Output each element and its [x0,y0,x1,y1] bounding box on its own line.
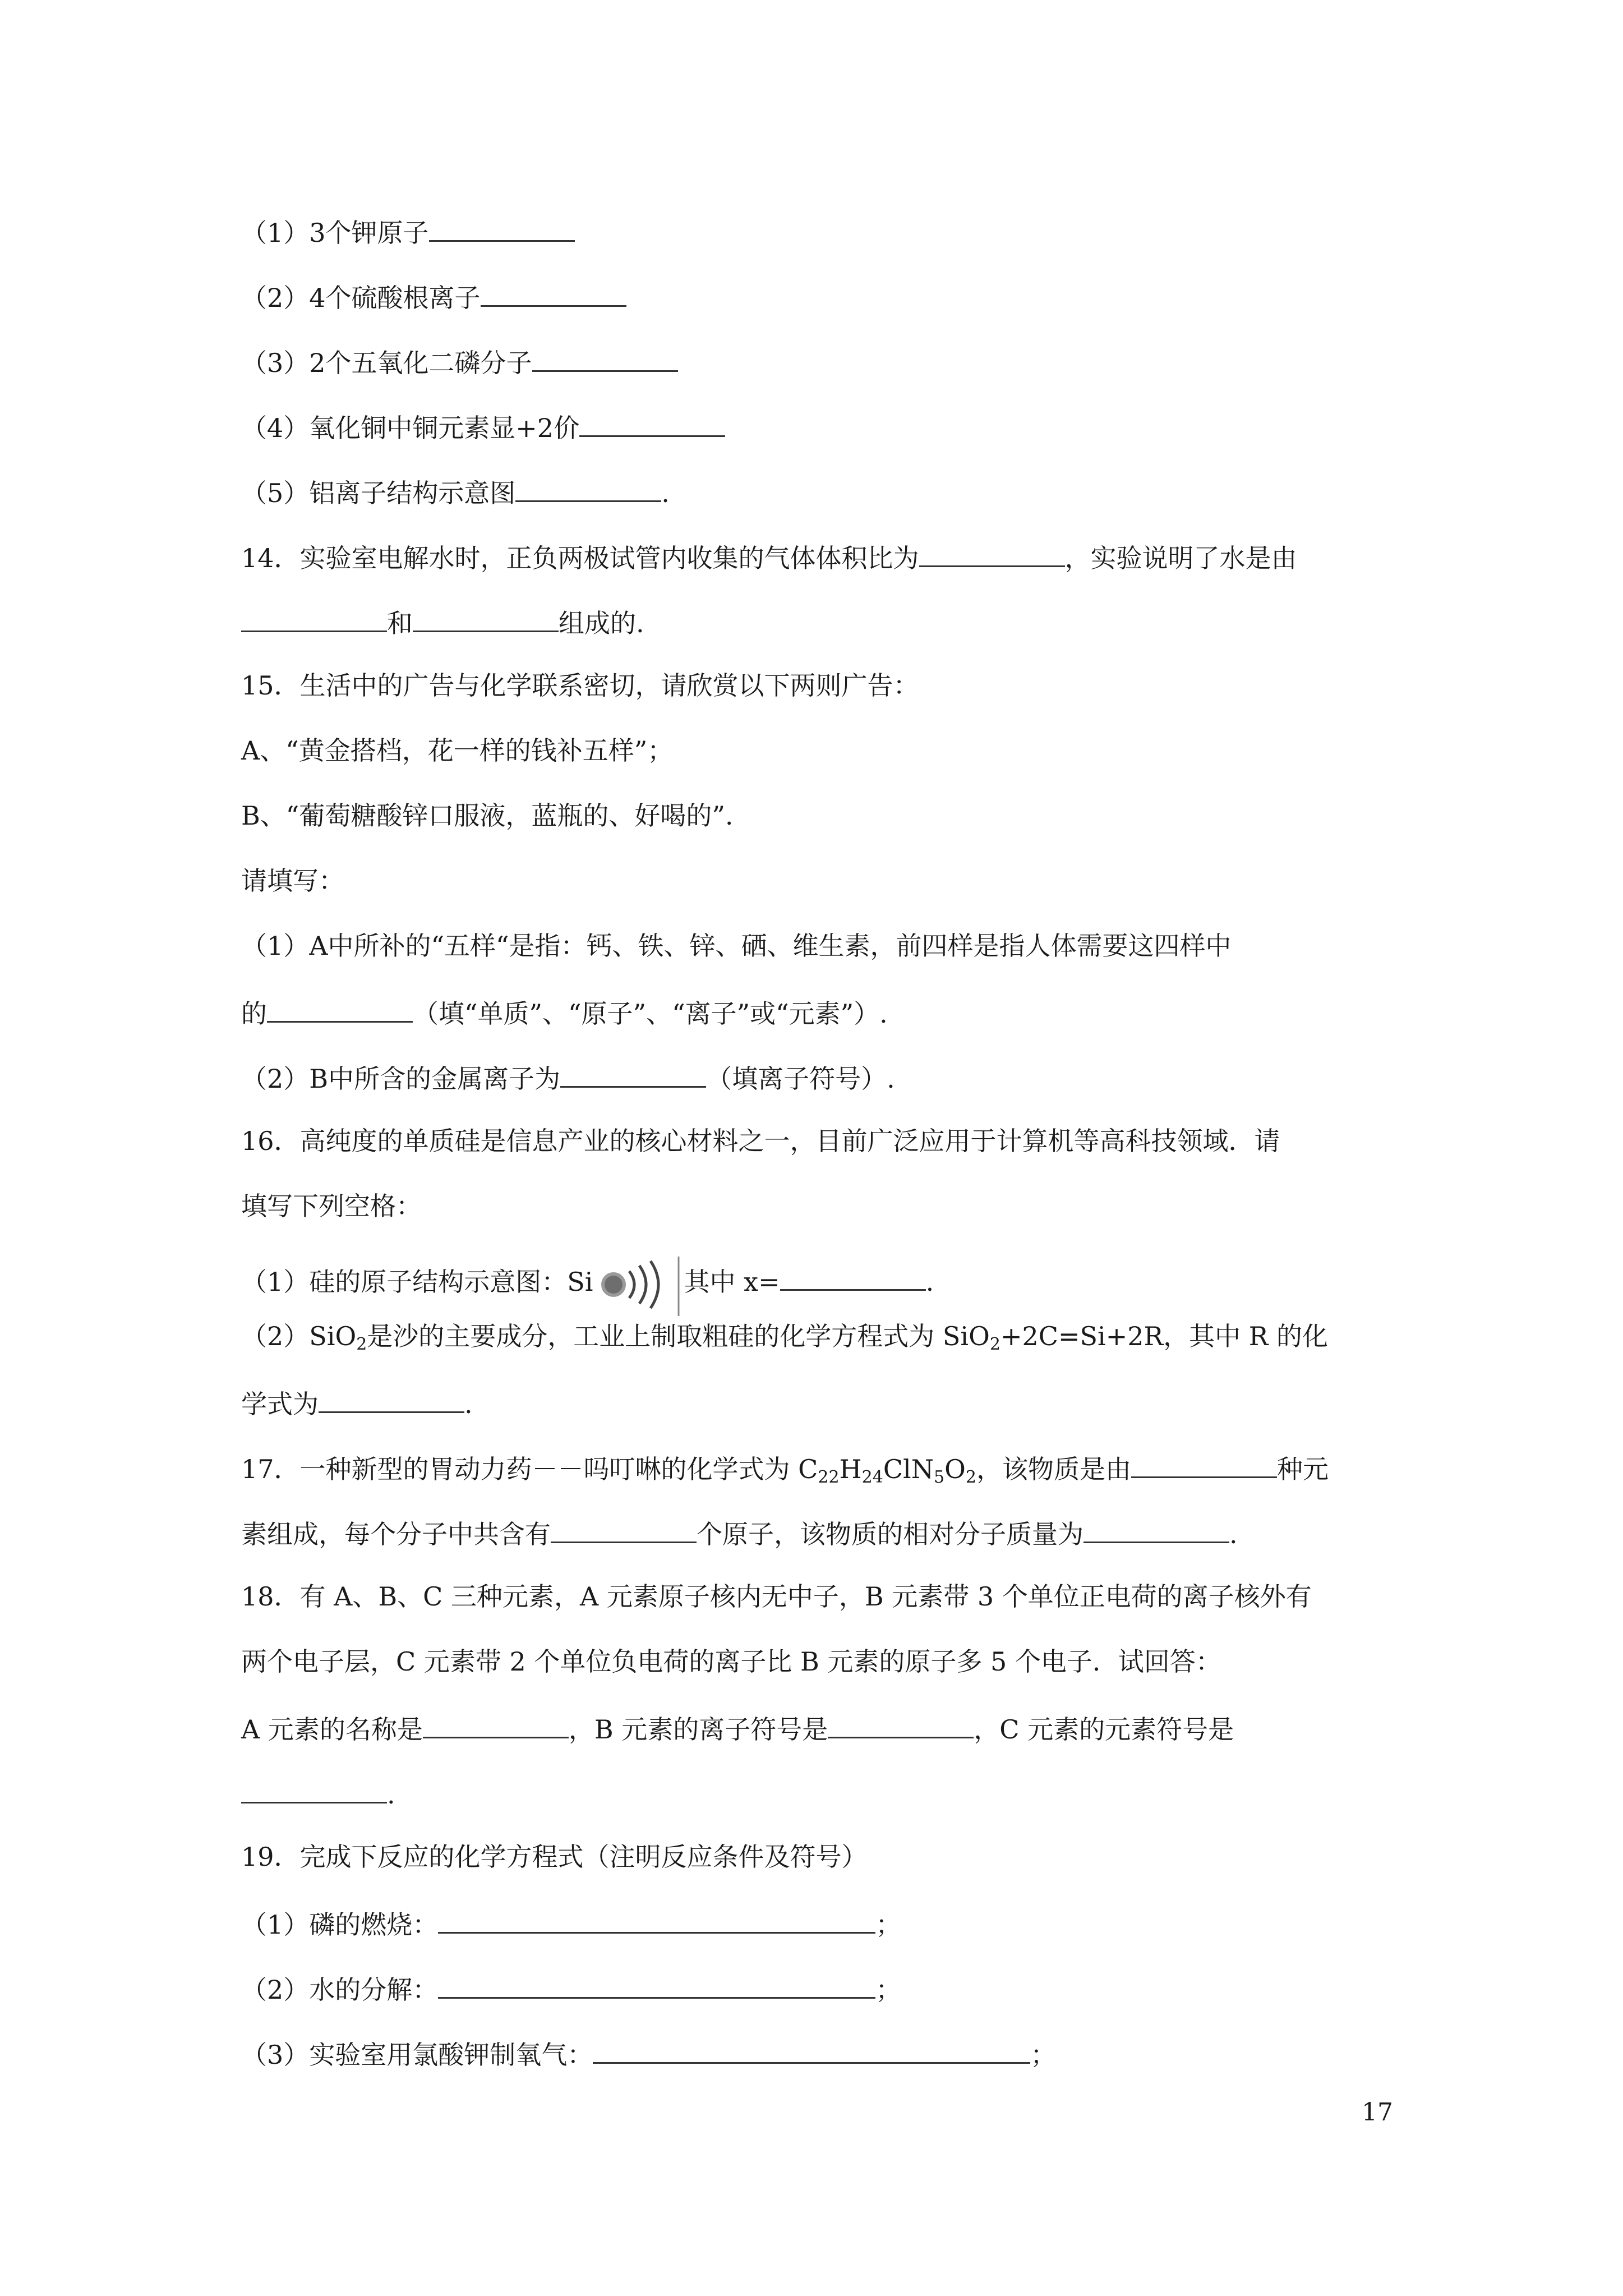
answer-blank[interactable] [481,277,626,307]
answer-blank[interactable] [551,1513,697,1543]
q15-part-1-line-2: 的 （填“单质”、“原子”、“离子”或“元素”）. [241,993,888,1032]
q15-prompt: 请填写： [241,866,344,896]
q13-item-1: （1）3个钾原子 [241,212,575,251]
q13-item-4: （4）氧化铜中铜元素显+2价 [241,407,725,446]
page-number: 17 [1362,2098,1393,2127]
q17-line-1: 17．一种新型的胃动力药－－吗叮啉的化学式为 $C_{22}H_{24}ClN_5O_2$，该物质是由 种元 [241,1448,1329,1487]
answer-blank[interactable] [593,2034,1030,2064]
answer-blank[interactable] [438,1904,875,1934]
q18-line-3: A 元素的名称是 ，B 元素的离子符号是 ，C 元素的元素符号是 [241,1709,1234,1747]
q18-line-4: . [241,1774,395,1812]
answer-blank[interactable] [241,1774,387,1803]
q18-line-1: 18．有 A、B、C 三种元素，A 元素原子核内无中子，B 元素带 3 个单位正电荷的离子核外有 [241,1581,1312,1612]
answer-blank[interactable] [429,212,575,242]
q16-line-2: 填写下列空格： [241,1191,422,1221]
q18-line-2: 两个电子层，C 元素带 2 个单位负电荷的离子比 B 元素的原子多 5 个电子．试回答： [241,1646,1221,1677]
answer-blank[interactable] [828,1709,974,1738]
q16-part-2-line-2: 学式为 . [241,1383,473,1422]
answer-blank[interactable] [423,1709,569,1738]
q19-part-2: （2）水的分解： ； [241,1969,901,2008]
answer-blank[interactable] [1131,1448,1277,1478]
q15-part-1-line-1: （1）A中所补的“五样“是指：钙、铁、锌、硒、维生素，前四样是指人体需要这四样中 [241,931,1232,961]
answer-blank[interactable] [515,472,661,502]
answer-blank[interactable] [267,993,413,1023]
answer-blank[interactable] [919,537,1065,567]
answer-blank[interactable] [560,1058,706,1088]
q19-part-3: （3）实验室用氯酸钾制氧气： ； [241,2034,1056,2073]
q15-ad-b: B、“葡萄糖酸锌口服液，蓝瓶的、好喝的”. [241,800,734,831]
q16-line-1: 16．高纯度的单质硅是信息产业的核心材料之一，目前广泛应用于计算机等高科技领域．请 [241,1126,1280,1156]
answer-blank[interactable] [413,602,559,632]
q13-item-2: （2）4个硫酸根离子 [241,277,626,316]
answer-blank[interactable] [780,1261,926,1291]
answer-blank[interactable] [319,1383,464,1413]
q14-line-2: 和 组成的. [241,602,644,641]
q16-part-1: （1）硅的原子结构示意图：Si 其中 x= . [241,1253,934,1315]
silicon-atom-structure-diagram [597,1255,681,1317]
answer-blank[interactable] [1083,1513,1229,1543]
q17-line-2: 素组成，每个分子中共含有 个原子，该物质的相对分子质量为 . [241,1513,1238,1552]
q15-title: 15．生活中的广告与化学联系密切，请欣赏以下两则广告： [241,670,919,701]
answer-blank[interactable] [532,342,678,372]
q19-part-1: （1）磷的燃烧： ； [241,1904,901,1943]
q19-title: 19．完成下反应的化学方程式（注明反应条件及符号） [241,1842,868,1872]
q13-item-5: （5）铝离子结构示意图 . [241,472,670,511]
q14-line-1: 14．实验室电解水时，正负两极试管内收集的气体体积比为 ，实验说明了水是由 [241,537,1297,576]
answer-blank[interactable] [241,602,387,632]
q15-ad-a: A、“黄金搭档，花一样的钱补五样”； [241,735,674,766]
answer-blank[interactable] [438,1969,875,1999]
answer-blank[interactable] [579,407,725,437]
q16-part-2-line-1: （2）SiO$_2$是沙的主要成分，工业上制取粗硅的化学方程式为 SiO$_2$+2C=Si+2R，其中 R 的化 [241,1321,1329,1354]
q13-item-3: （3）2个五氧化二磷分子 [241,342,678,381]
q15-part-2: （2）B中所含的金属离子为 （填离子符号）. [241,1058,895,1097]
